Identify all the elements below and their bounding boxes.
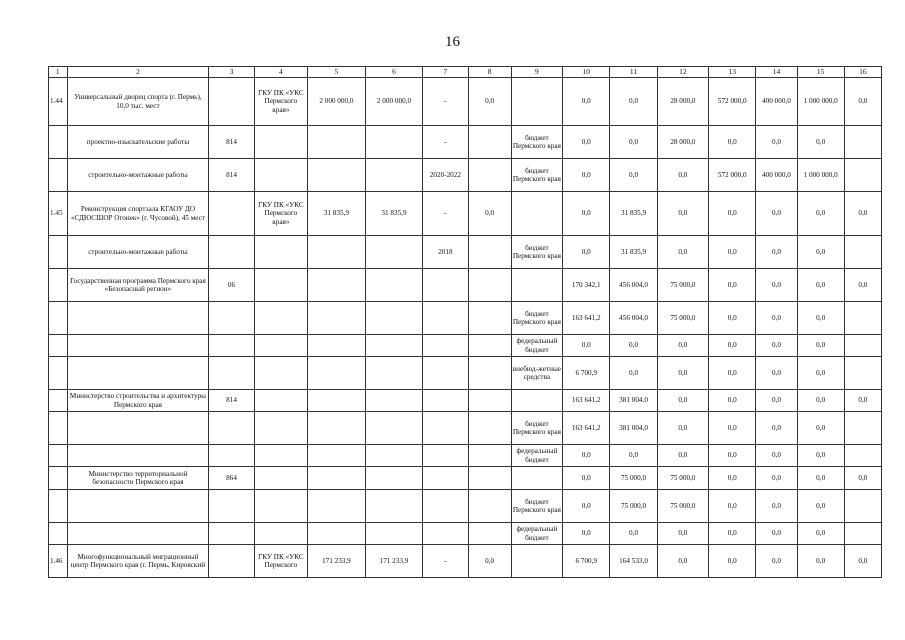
table-cell: 0,0 (844, 390, 881, 412)
table-cell: 2 000 000,0 (365, 78, 423, 126)
row-name-cell (67, 412, 209, 445)
page-number: 16 (445, 34, 460, 50)
table-row (49, 78, 882, 126)
table-cell (308, 357, 366, 390)
table-cell (468, 490, 511, 523)
table-cell: 0,0 (657, 412, 708, 445)
table-row (49, 357, 882, 390)
table-cell (49, 236, 68, 269)
table-cell (308, 236, 366, 269)
table-cell (254, 357, 307, 390)
table-cell: 0,0 (610, 78, 657, 126)
row-name-cell (67, 490, 209, 523)
table-row (49, 445, 882, 467)
table-cell: 171 233,9 (308, 545, 366, 578)
table-cell: 0,0 (756, 523, 797, 545)
table-cell: 0,0 (709, 523, 756, 545)
row-name-cell: проектно-изыскательские работы (67, 126, 209, 159)
table-cell (49, 269, 68, 302)
table-cell (844, 236, 881, 269)
table-cell: 0,0 (563, 78, 610, 126)
table-cell (468, 390, 511, 412)
table-cell: 1 000 000,0 (797, 159, 844, 192)
table-cell: 0,0 (709, 335, 756, 357)
table-cell (511, 269, 562, 302)
table-cell: 0,0 (797, 467, 844, 490)
table-cell: 0,0 (797, 357, 844, 390)
table-cell (844, 159, 881, 192)
table-cell (365, 335, 423, 357)
row-name-cell: Государственная программа Пермского края «Безопасный регион» (67, 269, 209, 302)
table-cell (254, 445, 307, 467)
table-row (49, 269, 882, 302)
table-cell (365, 236, 423, 269)
table-header-row (49, 67, 882, 78)
table-row (49, 159, 882, 192)
row-name-cell: Универсальный дворец спорта (г. Пермь), 10,0 тыс. мест (67, 78, 209, 126)
column-header: 8 (468, 67, 511, 78)
table-cell: ГКУ ПК «УКС Пермского (254, 545, 307, 578)
table-cell (844, 490, 881, 523)
table-cell: 0,0 (756, 126, 797, 159)
column-header: 14 (756, 67, 797, 78)
table-cell: федеральный бюджет (511, 523, 562, 545)
table-cell: 0,0 (657, 357, 708, 390)
table-cell: 75 000,0 (610, 467, 657, 490)
table-cell: 2020-2022 (423, 159, 468, 192)
table-cell: 163 641,2 (563, 390, 610, 412)
row-name-cell (67, 357, 209, 390)
table-cell: 0,0 (756, 390, 797, 412)
table-cell (423, 412, 468, 445)
table-cell: 381 004,0 (610, 390, 657, 412)
table-cell (423, 357, 468, 390)
column-header: 10 (563, 67, 610, 78)
table-cell (423, 269, 468, 302)
table-cell (209, 412, 254, 445)
table-cell: 31 835,9 (610, 236, 657, 269)
table-row (49, 335, 882, 357)
table-cell: 456 004,0 (610, 302, 657, 335)
table-cell: 0,0 (657, 445, 708, 467)
table-cell: 0,0 (709, 192, 756, 236)
table-cell: 0,0 (797, 390, 844, 412)
table-cell (49, 126, 68, 159)
table-cell: 814 (209, 390, 254, 412)
table-cell (365, 269, 423, 302)
table-cell (468, 357, 511, 390)
row-name-cell (67, 523, 209, 545)
table-cell (49, 357, 68, 390)
table-cell: - (423, 126, 468, 159)
table-cell (365, 467, 423, 490)
table-cell: 1.46 (49, 545, 68, 578)
row-name-cell: Многофункциональный миграционный центр Пермского края (г. Пермь, Кировский (67, 545, 209, 578)
table-cell: 814 (209, 159, 254, 192)
table-cell (308, 126, 366, 159)
table-cell: ГКУ ПК «УКС Пермского края» (254, 192, 307, 236)
table-cell (254, 467, 307, 490)
table-cell: 0,0 (756, 545, 797, 578)
column-header: 9 (511, 67, 562, 78)
table-cell: 0,0 (756, 490, 797, 523)
table-cell (468, 159, 511, 192)
table-cell (308, 490, 366, 523)
table-cell: 164 533,0 (610, 545, 657, 578)
table-cell: 0,0 (797, 445, 844, 467)
table-cell: 0,0 (797, 302, 844, 335)
table-cell (468, 445, 511, 467)
table-cell: 0,0 (709, 269, 756, 302)
table-cell (423, 335, 468, 357)
table-cell: 0,0 (563, 445, 610, 467)
table-cell: 75 000,0 (657, 302, 708, 335)
table-cell: 0,0 (756, 269, 797, 302)
table-cell: 0,0 (756, 302, 797, 335)
table-cell: 1 000 000,0 (797, 78, 844, 126)
table-cell: 0,0 (844, 192, 881, 236)
table-cell (423, 523, 468, 545)
table-cell (308, 523, 366, 545)
table-cell (209, 236, 254, 269)
table-cell: 0,0 (563, 467, 610, 490)
table-cell (468, 335, 511, 357)
table-cell: 28 000,0 (657, 126, 708, 159)
table-cell: 0,0 (709, 412, 756, 445)
table-cell (423, 390, 468, 412)
row-name-cell (67, 445, 209, 467)
table-cell: 1.44 (49, 78, 68, 126)
table-cell: 0,0 (844, 467, 881, 490)
row-name-cell: строительно-монтажные работы (67, 236, 209, 269)
table-row (49, 467, 882, 490)
table-cell: 0,0 (709, 545, 756, 578)
table-cell (365, 390, 423, 412)
table-cell: 2018 (423, 236, 468, 269)
table-cell: 0,0 (709, 490, 756, 523)
table-cell: 0,0 (756, 357, 797, 390)
table-cell (254, 159, 307, 192)
table-cell (365, 412, 423, 445)
table-cell: 2 000 000,0 (308, 78, 366, 126)
table-cell: 400 000,0 (756, 159, 797, 192)
column-header: 6 (365, 67, 423, 78)
table-cell (308, 390, 366, 412)
table-cell: 0,0 (797, 335, 844, 357)
table-cell (49, 159, 68, 192)
table-cell (423, 467, 468, 490)
table-cell: 75 000,0 (610, 490, 657, 523)
table-cell: федеральный бюджет (511, 335, 562, 357)
table-cell (511, 78, 562, 126)
table-cell: 0,0 (844, 269, 881, 302)
table-cell (49, 467, 68, 490)
table-cell: 0,0 (797, 545, 844, 578)
table-cell: бюджет Пермского края (511, 302, 562, 335)
table-cell: 0,0 (657, 192, 708, 236)
column-header: 15 (797, 67, 844, 78)
table-cell: 171 233,9 (365, 545, 423, 578)
table-cell: 0,0 (756, 445, 797, 467)
table-cell (844, 523, 881, 545)
table-cell (365, 445, 423, 467)
table-cell: - (423, 545, 468, 578)
table-row (49, 523, 882, 545)
table-cell (209, 78, 254, 126)
table-cell (254, 335, 307, 357)
table-cell (49, 490, 68, 523)
table-cell (49, 412, 68, 445)
column-header: 3 (209, 67, 254, 78)
table-cell: 0,0 (610, 357, 657, 390)
table-cell (209, 192, 254, 236)
table-cell (209, 445, 254, 467)
table-cell: 0,0 (563, 236, 610, 269)
row-name-cell: Реконструкция спортзала КГАОУ ДО «СДЮСШОР Огонек» (г. Чусовой), 45 мест (67, 192, 209, 236)
table-cell (308, 302, 366, 335)
table-cell (844, 126, 881, 159)
table-cell (254, 490, 307, 523)
table-cell (209, 335, 254, 357)
table-cell (844, 412, 881, 445)
table-cell: 0,0 (657, 523, 708, 545)
table-cell: 75 000,0 (657, 490, 708, 523)
table-cell (468, 269, 511, 302)
table-cell (308, 269, 366, 302)
table-cell (254, 523, 307, 545)
table-cell: бюджет Пермского края (511, 412, 562, 445)
column-header: 7 (423, 67, 468, 78)
table-cell: 0,0 (797, 192, 844, 236)
table-cell: 0,0 (610, 126, 657, 159)
table-cell (254, 390, 307, 412)
column-header: 13 (709, 67, 756, 78)
column-header: 5 (308, 67, 366, 78)
table-cell (209, 302, 254, 335)
table-cell (308, 467, 366, 490)
table-cell: 31 835,9 (308, 192, 366, 236)
table-cell: 0,0 (709, 467, 756, 490)
table-cell: 0,0 (657, 335, 708, 357)
table-cell: 0,0 (610, 335, 657, 357)
table-cell: 163 641,2 (563, 302, 610, 335)
table-cell (49, 523, 68, 545)
table-cell: 0,0 (657, 390, 708, 412)
table-cell (511, 192, 562, 236)
table-cell (365, 490, 423, 523)
table-cell: 0,0 (797, 490, 844, 523)
table-cell (209, 490, 254, 523)
table-cell: 0,0 (657, 545, 708, 578)
table-cell: 0,0 (709, 126, 756, 159)
table-row (49, 545, 882, 578)
table-cell: бюджет Пермского края (511, 159, 562, 192)
row-name-cell: строительно-монтажные работы (67, 159, 209, 192)
table-cell (365, 302, 423, 335)
table-row (49, 192, 882, 236)
table-cell (468, 523, 511, 545)
table-cell (209, 523, 254, 545)
table-cell: 0,0 (756, 236, 797, 269)
table-cell (423, 490, 468, 523)
table-cell: 0,0 (844, 78, 881, 126)
table-cell (511, 390, 562, 412)
table-cell: 0,0 (610, 523, 657, 545)
table-cell: 170 342,1 (563, 269, 610, 302)
column-header: 11 (610, 67, 657, 78)
table-cell (308, 159, 366, 192)
table-cell: 0,0 (797, 412, 844, 445)
table-cell: 0,0 (709, 302, 756, 335)
table-cell (365, 126, 423, 159)
table-cell: 0,0 (468, 78, 511, 126)
table-cell (308, 412, 366, 445)
table-cell: бюджет Пермского края (511, 490, 562, 523)
table-cell: 381 004,0 (610, 412, 657, 445)
table-cell (209, 357, 254, 390)
table-row (49, 302, 882, 335)
table-cell: 0,0 (563, 126, 610, 159)
table-row (49, 390, 882, 412)
table-cell: 0,0 (610, 159, 657, 192)
table-cell: 0,0 (756, 467, 797, 490)
table-cell: 572 000,0 (709, 78, 756, 126)
table-cell (254, 236, 307, 269)
table-cell: - (423, 78, 468, 126)
table-cell: 163 641,2 (563, 412, 610, 445)
table-cell: 0,0 (563, 490, 610, 523)
table-cell: 0,0 (797, 236, 844, 269)
column-header: 2 (67, 67, 209, 78)
table-cell: 0,0 (563, 335, 610, 357)
table-cell (254, 126, 307, 159)
column-header: 16 (844, 67, 881, 78)
table-cell (844, 445, 881, 467)
table-cell: 456 004,0 (610, 269, 657, 302)
table-cell: 0,0 (709, 445, 756, 467)
column-header: 4 (254, 67, 307, 78)
table-cell: - (423, 192, 468, 236)
table-cell: 0,0 (610, 445, 657, 467)
table-cell (468, 412, 511, 445)
table-cell: 0,0 (468, 545, 511, 578)
table-cell (423, 302, 468, 335)
column-header: 12 (657, 67, 708, 78)
table-row (49, 412, 882, 445)
table-cell: ГКУ ПК «УКС Пермского края» (254, 78, 307, 126)
table-cell: 75 000,0 (657, 269, 708, 302)
table-cell (511, 467, 562, 490)
table-cell: 0,0 (756, 335, 797, 357)
table-cell (308, 445, 366, 467)
table-cell: 0,0 (797, 523, 844, 545)
row-name-cell: Министерство территориальной безопасности Пермского края (67, 467, 209, 490)
row-name-cell (67, 335, 209, 357)
table-cell (49, 390, 68, 412)
table-cell: 0,0 (709, 236, 756, 269)
table-cell (365, 357, 423, 390)
table-cell: внебюд-жетные средства (511, 357, 562, 390)
table-cell (468, 236, 511, 269)
table-cell: 0,0 (756, 412, 797, 445)
table-cell: 864 (209, 467, 254, 490)
table-cell: 06 (209, 269, 254, 302)
table-cell: 0,0 (657, 159, 708, 192)
table-cell (209, 545, 254, 578)
table-cell: 400 000,0 (756, 78, 797, 126)
table-cell (468, 467, 511, 490)
table-cell (254, 302, 307, 335)
table-cell: 0,0 (563, 523, 610, 545)
table-row (49, 490, 882, 523)
table-cell: 0,0 (756, 192, 797, 236)
table-cell: бюджет Пермского края (511, 236, 562, 269)
table-cell: федеральный бюджет (511, 445, 562, 467)
table-cell: 6 700,9 (563, 545, 610, 578)
table-cell: 31 835,9 (610, 192, 657, 236)
table-cell (844, 302, 881, 335)
table-cell: 6 700,9 (563, 357, 610, 390)
table-cell: 572 000,0 (709, 159, 756, 192)
table-cell: 75 000,0 (657, 467, 708, 490)
table-cell: 0,0 (563, 192, 610, 236)
table-row (49, 126, 882, 159)
table-cell (365, 523, 423, 545)
row-name-cell: Министерство строительства и архитектуры Пермского края (67, 390, 209, 412)
table-cell (49, 302, 68, 335)
table-cell: 0,0 (709, 390, 756, 412)
table-cell (844, 335, 881, 357)
table-cell (365, 159, 423, 192)
table-cell: 28 000,0 (657, 78, 708, 126)
budget-table (48, 66, 882, 578)
table-cell: 0,0 (709, 357, 756, 390)
table-cell (511, 545, 562, 578)
table-cell: 0,0 (797, 269, 844, 302)
table-cell: 1.45 (49, 192, 68, 236)
table-cell (49, 445, 68, 467)
table-cell: 814 (209, 126, 254, 159)
table-cell (254, 269, 307, 302)
table-cell (423, 445, 468, 467)
table-cell: 0,0 (657, 236, 708, 269)
table-cell: 0,0 (468, 192, 511, 236)
table-cell (308, 335, 366, 357)
table-cell: 0,0 (797, 126, 844, 159)
table-cell: 0,0 (563, 159, 610, 192)
table-cell: 0,0 (844, 545, 881, 578)
table-cell (254, 412, 307, 445)
table-cell: 31 835,9 (365, 192, 423, 236)
table-cell (844, 357, 881, 390)
table-row (49, 236, 882, 269)
table-cell: бюджет Пермского края (511, 126, 562, 159)
table-cell (468, 126, 511, 159)
row-name-cell (67, 302, 209, 335)
table-cell (49, 335, 68, 357)
column-header: 1 (49, 67, 68, 78)
table-cell (468, 302, 511, 335)
